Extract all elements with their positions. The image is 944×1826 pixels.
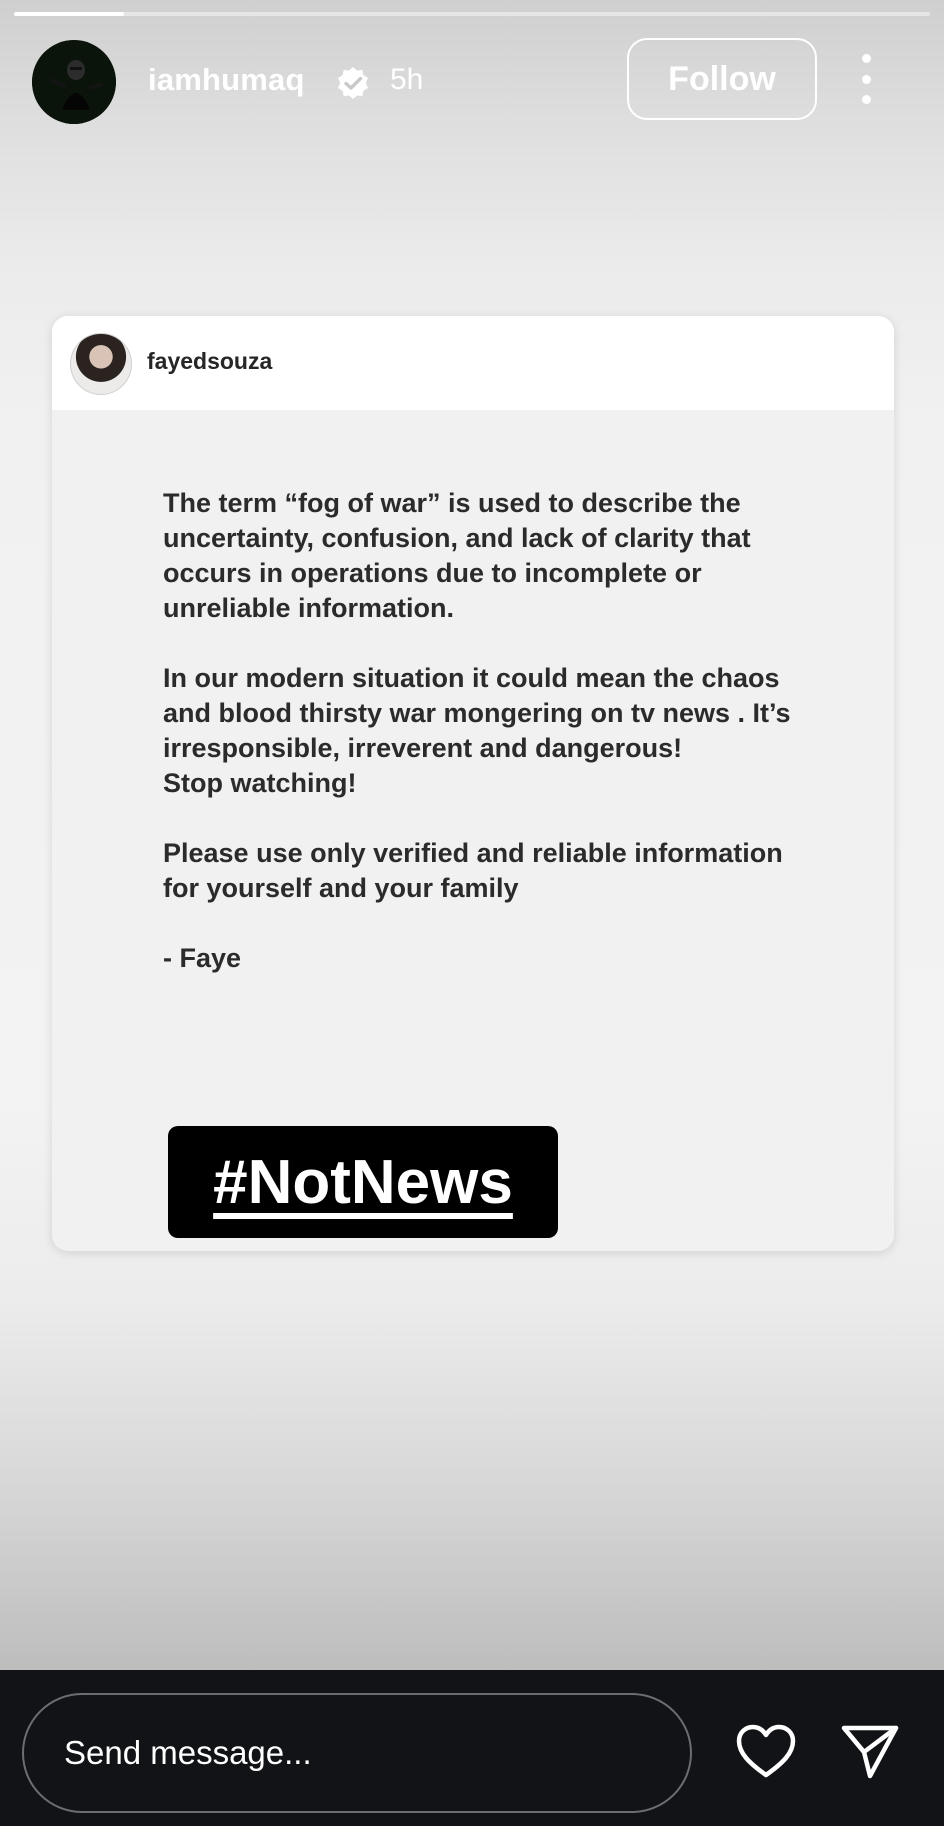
more-vertical-icon	[862, 54, 871, 63]
avatar-image	[32, 40, 116, 124]
post-paragraph: Please use only verified and reliable information for yourself and your family	[163, 838, 783, 903]
story-time: 5h	[390, 63, 424, 96]
verified-badge-icon	[336, 66, 370, 100]
bottom-bar	[0, 1670, 944, 1826]
story-progress-bar	[14, 12, 930, 16]
send-message-input[interactable]	[22, 1693, 692, 1813]
shared-post-header	[52, 316, 894, 410]
more-vertical-icon	[862, 95, 871, 104]
post-paragraph: In our modern situation it could mean the chaos and blood thirsty war mongering on tv news . It’s irresponsible, irreverent and dangerous!	[163, 663, 791, 763]
shared-post-username[interactable]: fayedsouza	[147, 348, 273, 374]
shared-post-text	[163, 486, 823, 1011]
follow-button[interactable]: Follow	[627, 38, 817, 120]
shared-post-card[interactable]	[52, 316, 894, 1251]
avatar[interactable]	[32, 40, 116, 124]
story-username[interactable]: iamhumaq	[148, 62, 305, 97]
post-signature: - Faye	[163, 943, 242, 973]
more-options-button[interactable]	[862, 54, 871, 104]
story-progress-fill	[14, 12, 124, 16]
send-icon[interactable]	[840, 1722, 900, 1780]
heart-icon[interactable]	[735, 1723, 797, 1779]
hashtag-sticker[interactable]	[168, 1126, 558, 1238]
post-paragraph: The term “fog of war” is used to describe the uncertainty, confusion, and lack of clarity that occurs in operations due to incomplete or unreliable information.	[163, 488, 751, 623]
post-paragraph: Stop watching!	[163, 768, 357, 798]
shared-post-avatar[interactable]	[70, 333, 132, 395]
hashtag-text: #NotNews	[213, 1147, 513, 1217]
more-vertical-icon	[862, 75, 871, 84]
